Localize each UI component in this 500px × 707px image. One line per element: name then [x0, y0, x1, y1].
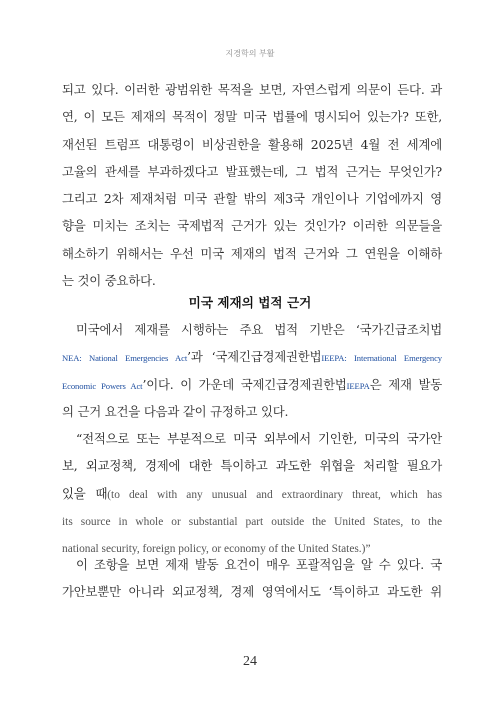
text-line: [62, 343, 442, 370]
text-line: 재선된 트럼프 대통령이 비상권한을 활용해 2025년 4월 전 세계에: [62, 136, 442, 152]
text-line: [62, 316, 442, 343]
text-span: 있을 때: [62, 485, 108, 501]
ieepa-gloss: IEEPA: International Emergency: [321, 353, 443, 364]
text-line: 연, 이 모든 제재의 목적이 정말 미국 법률에 명시되어 있는가? 또한,: [62, 109, 442, 125]
text-line: 향을 미치는 조치는 국제법적 근거가 있는 것인가? 이러한 의문들을: [62, 218, 442, 234]
text-span: 은 제재 발동: [369, 376, 442, 392]
text-line: 고율의 관세를 부과하겠다고 발표했는데, 그 법적 근거는 무엇인가?: [62, 163, 442, 179]
text-line: 는 것이 중요하다.: [62, 273, 156, 289]
english-quote: its source in whole or substantial part outside the United States, to the: [62, 515, 442, 528]
nea-gloss: NEA: National Emergencies Act: [62, 353, 188, 364]
text-line: [62, 507, 442, 534]
text-line: [62, 371, 442, 398]
text-line: 이 조항을 보면 제재 발동 요건이 매우 포괄적임을 알 수 있다. 국: [76, 557, 442, 572]
text-line: 보, 외교정책, 경제에 대한 특이하고 과도한 위협을 처리할 필요가: [62, 458, 442, 474]
text-line: [62, 480, 442, 507]
text-line: 되고 있다. 이러한 광범위한 목적을 보면, 자연스럽게 의문이 든다. 과: [62, 82, 442, 97]
text-span: ’과 ‘국제긴급경제권한법: [187, 349, 322, 365]
section-heading: 미국 제재의 법적 근거: [188, 295, 312, 310]
block-quote: [62, 425, 442, 561]
english-quote: national security, foreign policy, or economy of the United States.)”: [62, 543, 371, 556]
intro-paragraph: [62, 76, 442, 294]
ieepa-abbrev: IEEPA: [346, 380, 370, 391]
page-number: 24: [243, 654, 257, 669]
analysis-paragraph: [62, 551, 442, 606]
text-span: 미국에서 제재를 시행하는 주요 법적 기반은 ‘국가긴급조치법: [76, 322, 442, 337]
text-line: 해소하기 위해서는 우선 미국 제재의 법적 근거와 그 연원을 이해하: [62, 245, 442, 261]
text-line: “전적으로 또는 부분적으로 미국 외부에서 기인한, 미국의 국가안: [76, 431, 442, 446]
text-span: ’이다. 이 가운데 국제긴급경제권한법: [142, 376, 347, 392]
legal-basis-paragraph: [62, 316, 442, 425]
text-line: 가안보뿐만 아니라 외교정책, 경제 영역에서도 ‘특이하고 과도한 위: [62, 584, 442, 600]
text-line: 의 근거 요건을 다음과 같이 규정하고 있다.: [62, 403, 289, 419]
english-quote: (to deal with any unusual and extraordinary threat, which has: [107, 488, 443, 501]
ieepa-gloss-cont: Economic Powers Act: [62, 380, 143, 391]
running-header: 지경학의 부활: [225, 49, 275, 58]
text-line: 그리고 2차 제재처럼 미국 관할 밖의 제3국 개인이나 기업에까지 영: [62, 191, 442, 207]
